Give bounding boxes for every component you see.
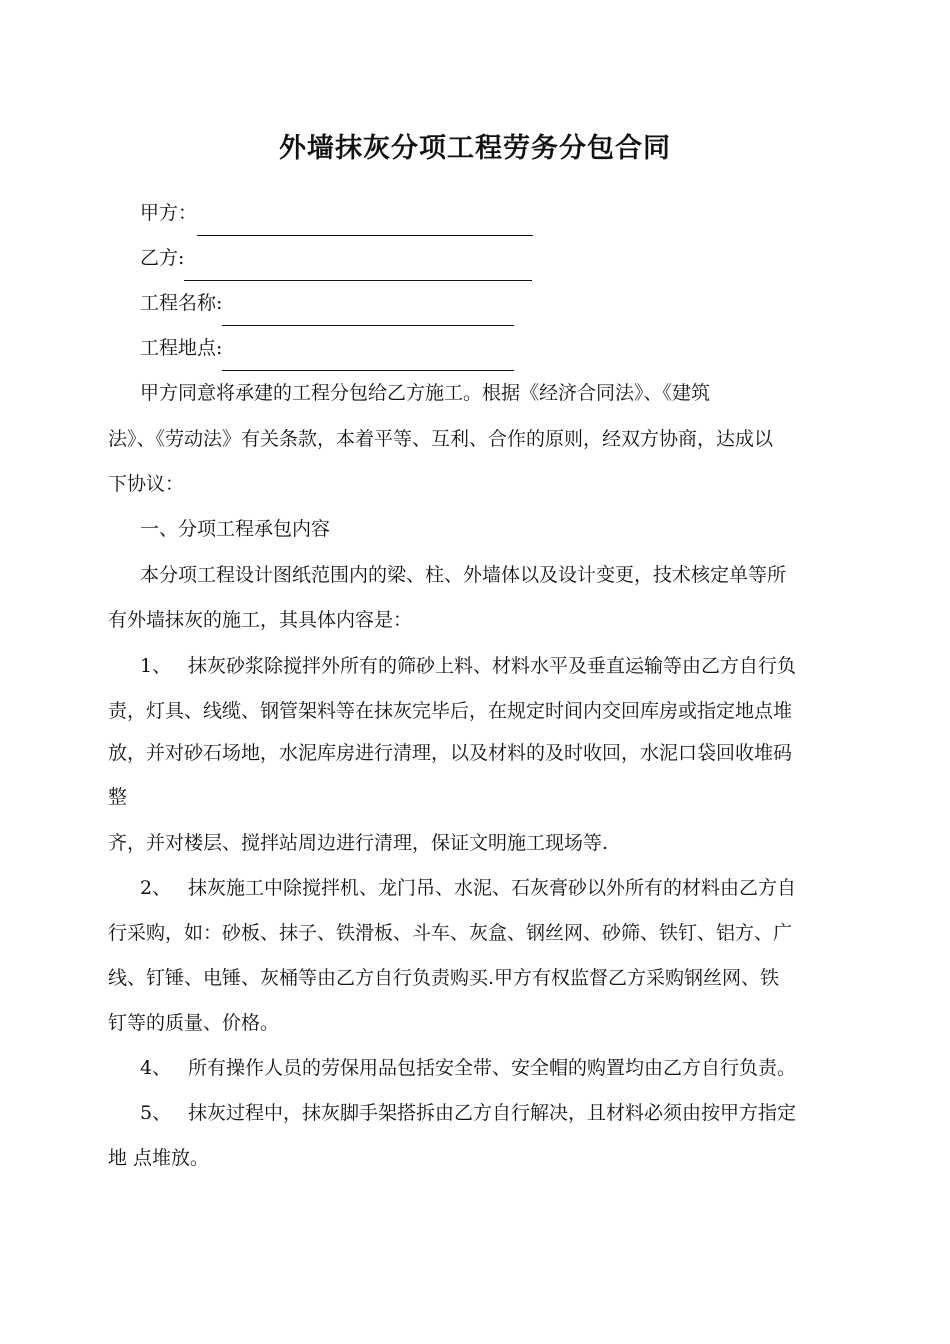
project-name-blank	[222, 293, 514, 326]
item-1-number: 1、	[140, 655, 172, 677]
item-4-line-1	[140, 1045, 796, 1091]
party-b-blank	[184, 248, 532, 281]
item-1-line-2: 责，灯具、线缆、钢管架料等在抹灰完毕后，在规定时间内交回库房或指定地点堆	[108, 700, 793, 722]
item-5-number: 5、	[140, 1102, 172, 1124]
item-1-line-5: 齐，并对楼层、搅拌站周边进行清理，保证文明施工现场等.	[108, 832, 609, 854]
item-5-text: 抹灰过程中，抹灰脚手架搭拆由乙方自行解决，且材料必须由按甲方指定	[188, 1102, 797, 1124]
item-2-number: 2、	[140, 877, 172, 899]
project-name-label: 工程名称:	[140, 292, 223, 314]
item-4-number: 4、	[140, 1057, 172, 1079]
intro-line-3: 下协议：	[108, 473, 185, 495]
intro-line-2: 法》、《劳动法》有关条款，本着平等、互利、合作的原则，经双方协商，达成以	[108, 428, 774, 450]
item-5-line-1	[140, 1090, 796, 1136]
item-4-text: 所有操作人员的劳保用品包括安全带、安全帽的购置均由乙方自行负责。	[188, 1057, 797, 1079]
item-1-line-4: 整	[108, 786, 128, 808]
party-a-field	[140, 190, 533, 236]
item-1-line-1	[140, 643, 796, 689]
section-1-para-line-2: 有外墙抹灰的施工，其具体内容是：	[108, 609, 413, 631]
party-b-label: 乙方:	[140, 247, 185, 269]
intro-line-1: 甲方同意将承建的工程分包给乙方施工。根据《经济合同法》、《建筑	[140, 382, 711, 404]
item-2-line-3: 线、钉锤、电锤、灰桶等由乙方自行负责购买.甲方有权监督乙方采购钢丝网、铁	[108, 967, 780, 989]
project-name-field	[140, 280, 514, 326]
item-2-line-2: 行采购，如：砂板、抹子、铁滑板、斗车、灰盒、钢丝网、砂筛、铁钉、铝方、广	[108, 922, 793, 944]
section-1-para-line-1: 本分项工程设计图纸范围内的梁、柱、外墙体以及设计变更，技术核定单等所	[140, 564, 787, 586]
item-2-text: 抹灰施工中除搅拌机、龙门吊、水泥、石灰膏砂以外所有的材料由乙方自	[188, 877, 797, 899]
item-5-line-2: 地 点堆放。	[108, 1147, 210, 1169]
party-b-field	[140, 235, 532, 281]
section-1-heading: 一、分项工程承包内容	[140, 518, 331, 540]
item-1-text: 抹灰砂浆除搅拌外所有的筛砂上料、材料水平及垂直运输等由乙方自行负	[188, 655, 797, 677]
page-title: 外墙抹灰分项工程劳务分包合同	[279, 133, 671, 164]
item-1-line-3: 放，并对砂石场地，水泥库房进行清理，以及材料的及时收回，水泥口袋回收堆码	[108, 742, 793, 764]
item-2-line-4: 钉等的质量、价格。	[108, 1012, 280, 1034]
party-a-label: 甲方：	[140, 202, 198, 224]
party-a-blank	[197, 203, 533, 236]
project-location-label: 工程地点:	[140, 337, 223, 359]
item-2-line-1	[140, 865, 796, 911]
project-location-field	[140, 325, 514, 371]
project-location-blank	[222, 338, 514, 371]
